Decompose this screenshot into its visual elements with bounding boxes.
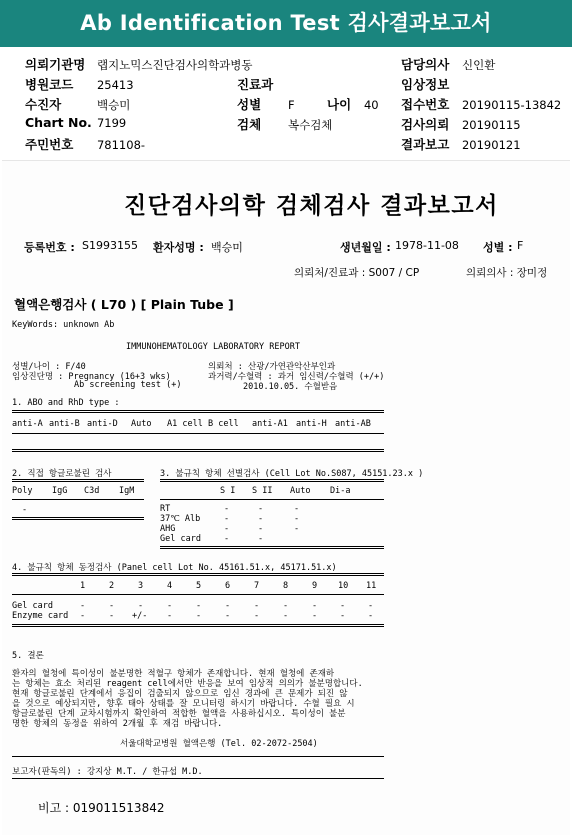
s1-title: 1. ABO and RhD type : (12, 398, 120, 408)
history-2: 2010.10.05. 수혈받음 (243, 382, 338, 392)
divider (12, 499, 144, 500)
sex: F (517, 239, 524, 252)
dob: 1978-11-08 (395, 239, 459, 252)
hospital-contact: 서울대학교병원 혈액은행 (Tel. 02-2072-2504) (120, 739, 318, 749)
divider (12, 778, 384, 779)
header-hospital-code: 병원코드 25413 (25, 77, 134, 92)
header-age: 나이 40 (327, 97, 379, 112)
reporter: 보고자(판독의) : 강지상 M.T. / 한규섭 M.D. (12, 767, 203, 777)
divider (12, 573, 384, 576)
sex-age: 성별/나이 : F/40 (12, 362, 86, 372)
header-referral-org: 의뢰기관명 랩지노믹스진단검사의학과병동 (25, 57, 253, 72)
report-title-bar (0, 0, 572, 47)
header-specimen: 검체 복수검체 (237, 117, 333, 132)
patient-name: 백승미 (211, 241, 243, 254)
divider (12, 624, 384, 627)
header-doctor: 담당의사 신인환 (401, 57, 496, 72)
divider (160, 546, 384, 549)
s3-title: 3. 불규칙 항체 선별검사 (Cell Lot No.S087, 45151.23.x ) (160, 469, 424, 479)
s5-title: 5. 결론 (12, 651, 44, 661)
header-clinical-info: 임상정보 (401, 77, 450, 92)
header-report-date: 결과보고 20190121 (401, 137, 521, 152)
report-title: Ab Identification Test 검사결과보고서 (80, 11, 492, 35)
s2-value: - (22, 505, 28, 515)
note: 비고 : 019011513842 (38, 801, 165, 815)
keywords: KeyWords: unknown Ab (12, 320, 115, 330)
header-receipt-no: 접수번호 20190115-13842 (401, 97, 562, 112)
divider (12, 433, 384, 434)
request-place: 의뢰처 : 산광/가연관악산부인과 (208, 362, 336, 372)
scanned-report: 진단검사의학 검체검사 결과보고서 등록번호 : S1993155 환자성명 : 백승미 생년월일 : 1978-11-08 성별 : F 의뢰처/진료과 : S007 / CP 의뢰의사 : 장미정 혈액은행검사 ( L70 ) [ Plain Tube ] KeyWords: unknown Ab IMMUNOHEMATOLOGY LABORATORY REPORT 성별/나이 : F/40 임상진단명 : Pregnancy (16+3 wks) Ab screening test (+) 의뢰처 : 산광/가연관악산부인과 과거력/수혈력 : 과거 임신력/수혈력 (+/+) 2010.10.05. 수혈받음 1. ABO and RhD type : anti-A anti-B anti-D Auto A1 cell B cell anti-A1 anti-H anti-AB 2. 직접 항글로불린 검사 Poly IgG C3d IgM - 3. 불규칙 항체 선별검사 (Cell Lot No.S087, 45151.23.x ) S I S II Auto Di-a RT - - - 37℃ Alb - - - AHG - - - Gel card - - 4. 불규칙 항체 동정검사 (Panel cell Lot No. 45161.51.x, 45171.51.x) 1 2 3 4 5 6 7 8 9 10 11 Gel card - - - - - - - - - - - Enzyme card - - +/- - - - - - - - - 5. 결론 환자의 혈청에 특이성이 불분명한 적혈구 항체가 존재합니다. 현재 혈청에 존재하 는 항체는 효소 처리된 reagent cell에서만 반응을 보여 임상적 의의가 불분명합니다. 현재 항글로불린 단계에서 응집이 검출되지 않으므로 임신 경과에 큰 문제가 되진 않 을 것으로 예상되지만, 향후 태아 상태를 잘 모니터링 하시기 바랍니다. 수혈 필요 시 항글로불린 단계 교차시험까지 확인하여 적합한 혈액을 사용하십시오. 특이성이 불분 명한 항체의 동정을 위하여 2개월 후 재검 바랍니다. 서울대학교병원 혈액은행 (Tel. 02-2072-2504) 보고자(판독의) : 강지상 M.T. / 한규섭 M.D. 비고 : 019011513842 (2, 160, 570, 835)
s2-title: 2. 직접 항글로불린 검사 (12, 469, 112, 479)
divider (12, 756, 384, 757)
patient-label: 환자성명 : (153, 241, 204, 254)
header-resident-no: 주민번호 781108- (25, 137, 146, 152)
history: 과거력/수혈력 : 과거 임신력/수혈력 (+/+) (208, 372, 385, 382)
divider (12, 410, 384, 413)
doctor-line: 의뢰의사 : 장미정 (466, 267, 548, 279)
report-main-title: 진단검사의학 검체검사 결과보고서 (124, 193, 499, 219)
header-patient: 수진자 백승미 (25, 97, 131, 112)
header-sex: 성별 F (237, 97, 295, 112)
s4-title: 4. 불규칙 항체 동정검사 (Panel cell Lot No. 45161.51.x, 45171.51.x) (12, 563, 337, 573)
lab-title: IMMUNOHEMATOLOGY LABORATORY REPORT (126, 342, 300, 352)
divider (160, 479, 384, 482)
diagnosis-1: 임상진단명 : Pregnancy (16+3 wks) (12, 372, 171, 382)
reg-label: 등록번호 : (24, 241, 75, 254)
reg-no: S1993155 (82, 239, 138, 252)
divider (12, 449, 384, 452)
header-request-date: 검사의뢰 20190115 (401, 117, 521, 132)
header-chart-no: Chart No. 7199 (25, 115, 127, 130)
header-department: 진료과 (237, 77, 274, 92)
divider (12, 594, 384, 595)
divider (12, 479, 144, 482)
divider (12, 517, 144, 520)
divider (160, 499, 384, 500)
section-title: 혈액은행검사 ( L70 ) [ Plain Tube ] (14, 297, 234, 312)
sex-label: 성별 : (483, 241, 513, 254)
dob-label: 생년월일 : (340, 241, 391, 254)
dept-line: 의뢰처/진료과 : S007 / CP (294, 267, 420, 279)
diagnosis-2: Ab screening test (+) (74, 380, 182, 390)
